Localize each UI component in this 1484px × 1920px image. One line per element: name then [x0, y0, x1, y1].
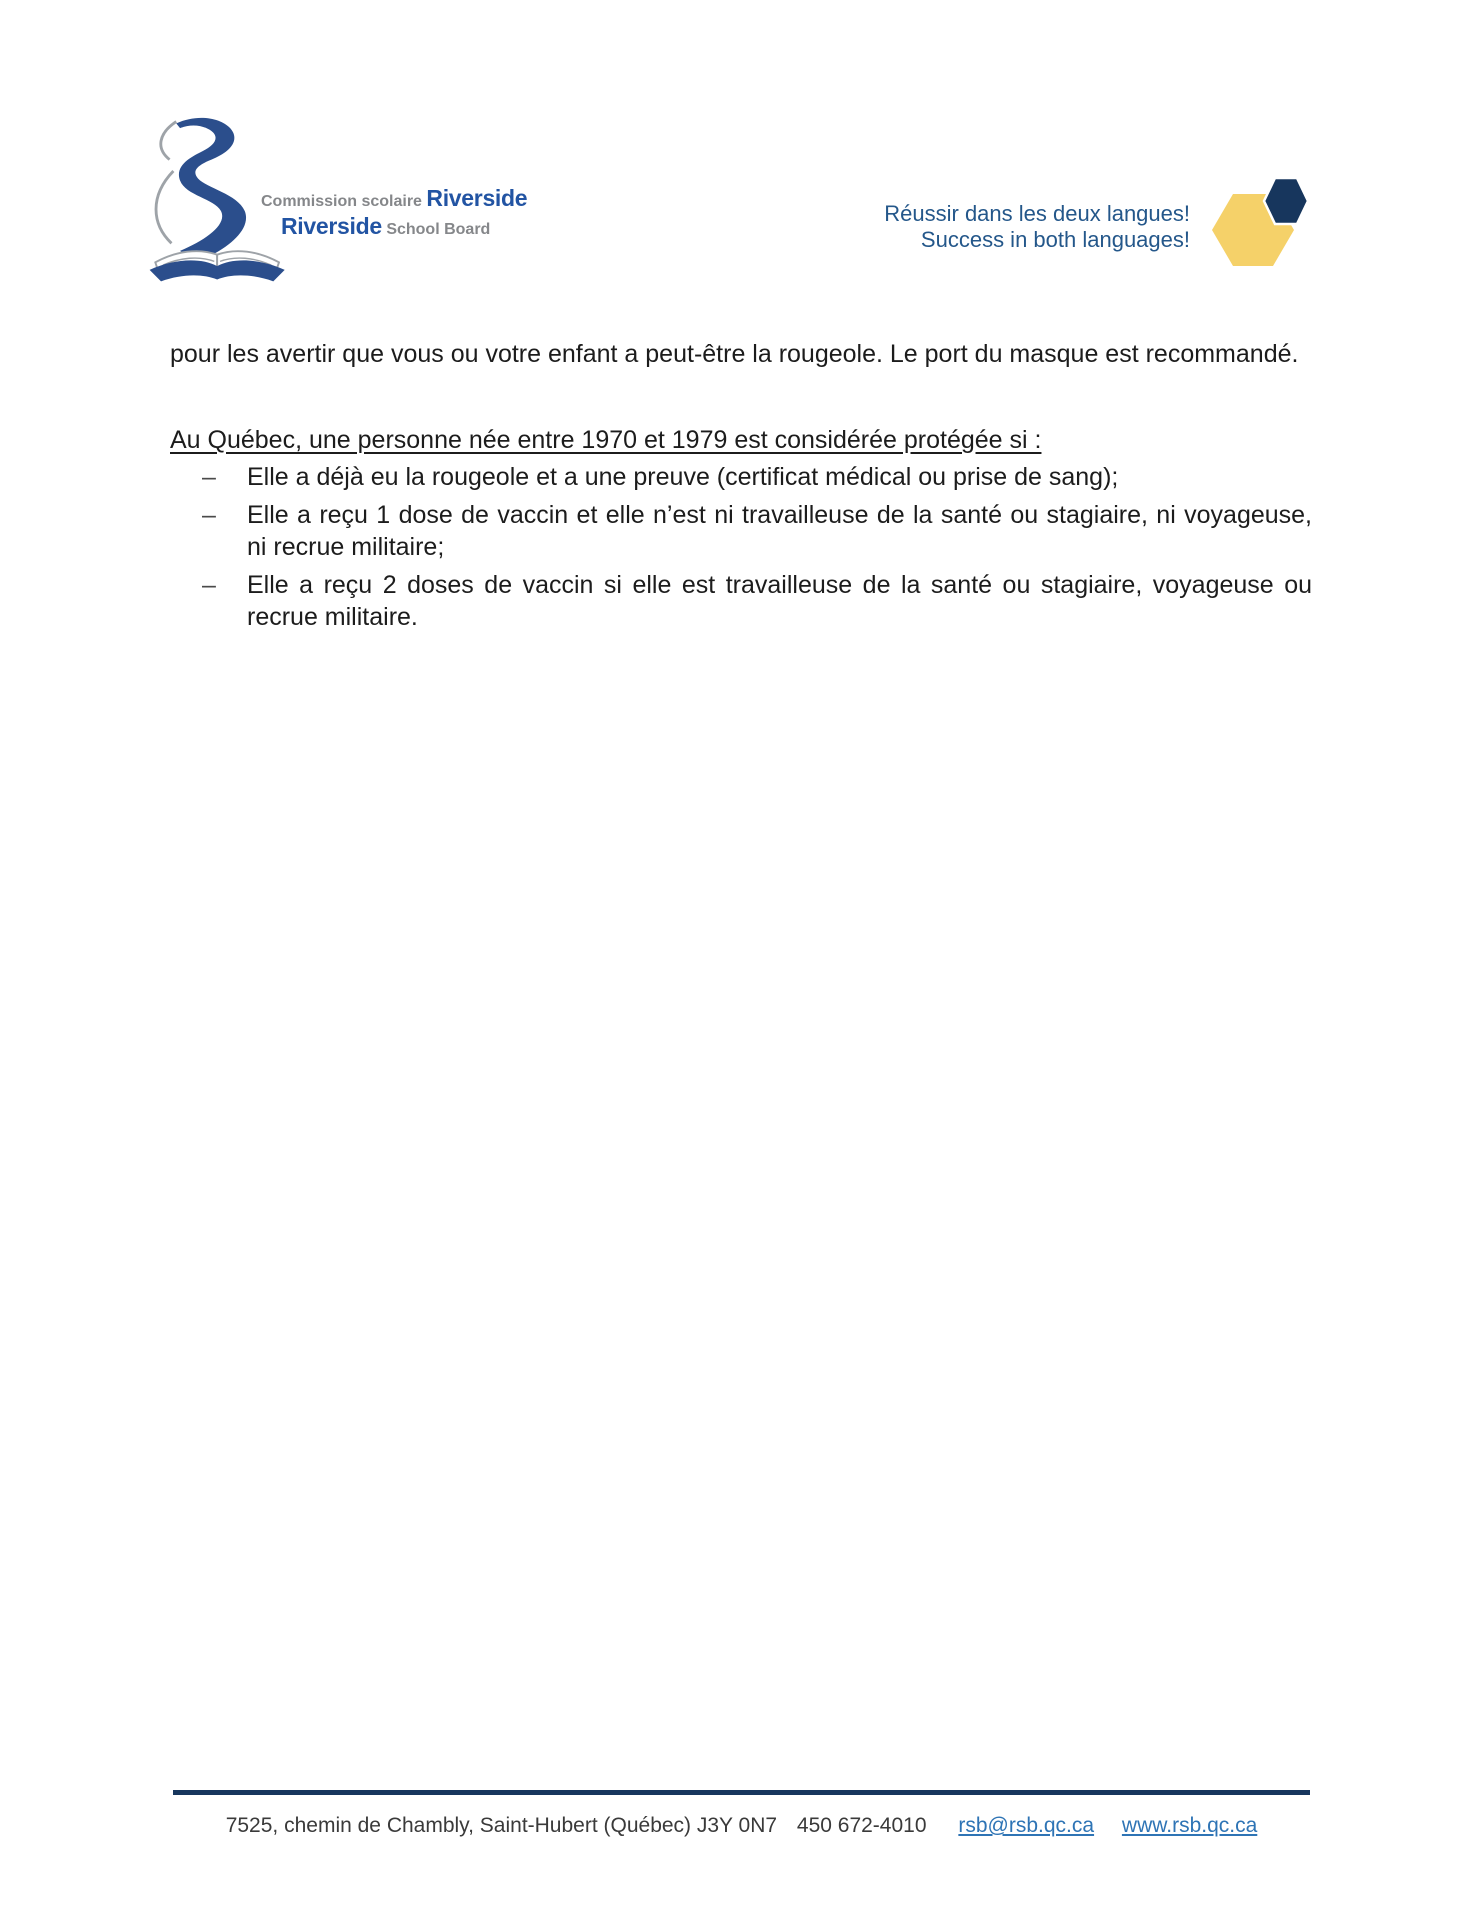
dash-bullet-icon: –	[202, 463, 216, 491]
logo-wordmark	[261, 186, 581, 242]
footer-website-link[interactable]: www.rsb.qc.ca	[1121, 1814, 1258, 1837]
list-item-text: Elle a déjà eu la rougeole et a une preuve (certificat médical ou prise de sang);	[247, 463, 1119, 491]
footer-address: 7525, chemin de Chambly, Saint-Hubert (Québec) J3Y 0N7	[225, 1814, 778, 1837]
letter-body	[170, 339, 1312, 639]
logo-wordmark-french	[261, 186, 581, 214]
logo-wordmark-english	[261, 214, 581, 242]
tagline-french: Réussir dans les deux langues!	[884, 201, 1190, 226]
conditions-list	[170, 461, 1312, 633]
list-item	[170, 461, 1312, 493]
dash-bullet-icon: –	[202, 501, 216, 529]
logo-fr-name: Riverside	[426, 185, 528, 211]
tagline	[690, 201, 1190, 253]
list-item-text: Elle a reçu 2 doses de vaccin si elle est travailleuse de la santé ou stagiaire, voyageuse ou recrue militaire.	[247, 571, 1312, 631]
dash-bullet-icon: –	[202, 571, 216, 599]
body-paragraph: pour les avertir que vous ou votre enfant a peut-être la rougeole. Le port du masque est recommandé.	[170, 340, 1299, 368]
logo-fr-prefix: Commission scolaire	[261, 193, 422, 210]
logo-en-suffix: School Board	[386, 221, 491, 238]
list-item	[170, 569, 1312, 633]
hexagon-duo-icon	[1198, 172, 1316, 272]
logo-en-name: Riverside	[281, 213, 382, 239]
footer-phone: 450 672-4010	[796, 1814, 927, 1837]
tagline-english: Success in both languages!	[920, 227, 1190, 252]
list-item-text: Elle a reçu 1 dose de vaccin et elle n’est ni travailleuse de la santé ou stagiaire, ni voyageuse, ni recrue militaire;	[247, 501, 1312, 561]
footer-contact	[173, 1813, 1310, 1839]
footer-divider	[173, 1790, 1310, 1795]
list-item	[170, 499, 1312, 563]
footer-email-link[interactable]: rsb@rsb.qc.ca	[958, 1814, 1095, 1837]
section-heading: Au Québec, une personne née entre 1970 et 1979 est considérée protégée si :	[170, 426, 1042, 454]
hexagon-brand-mark	[1198, 172, 1316, 272]
